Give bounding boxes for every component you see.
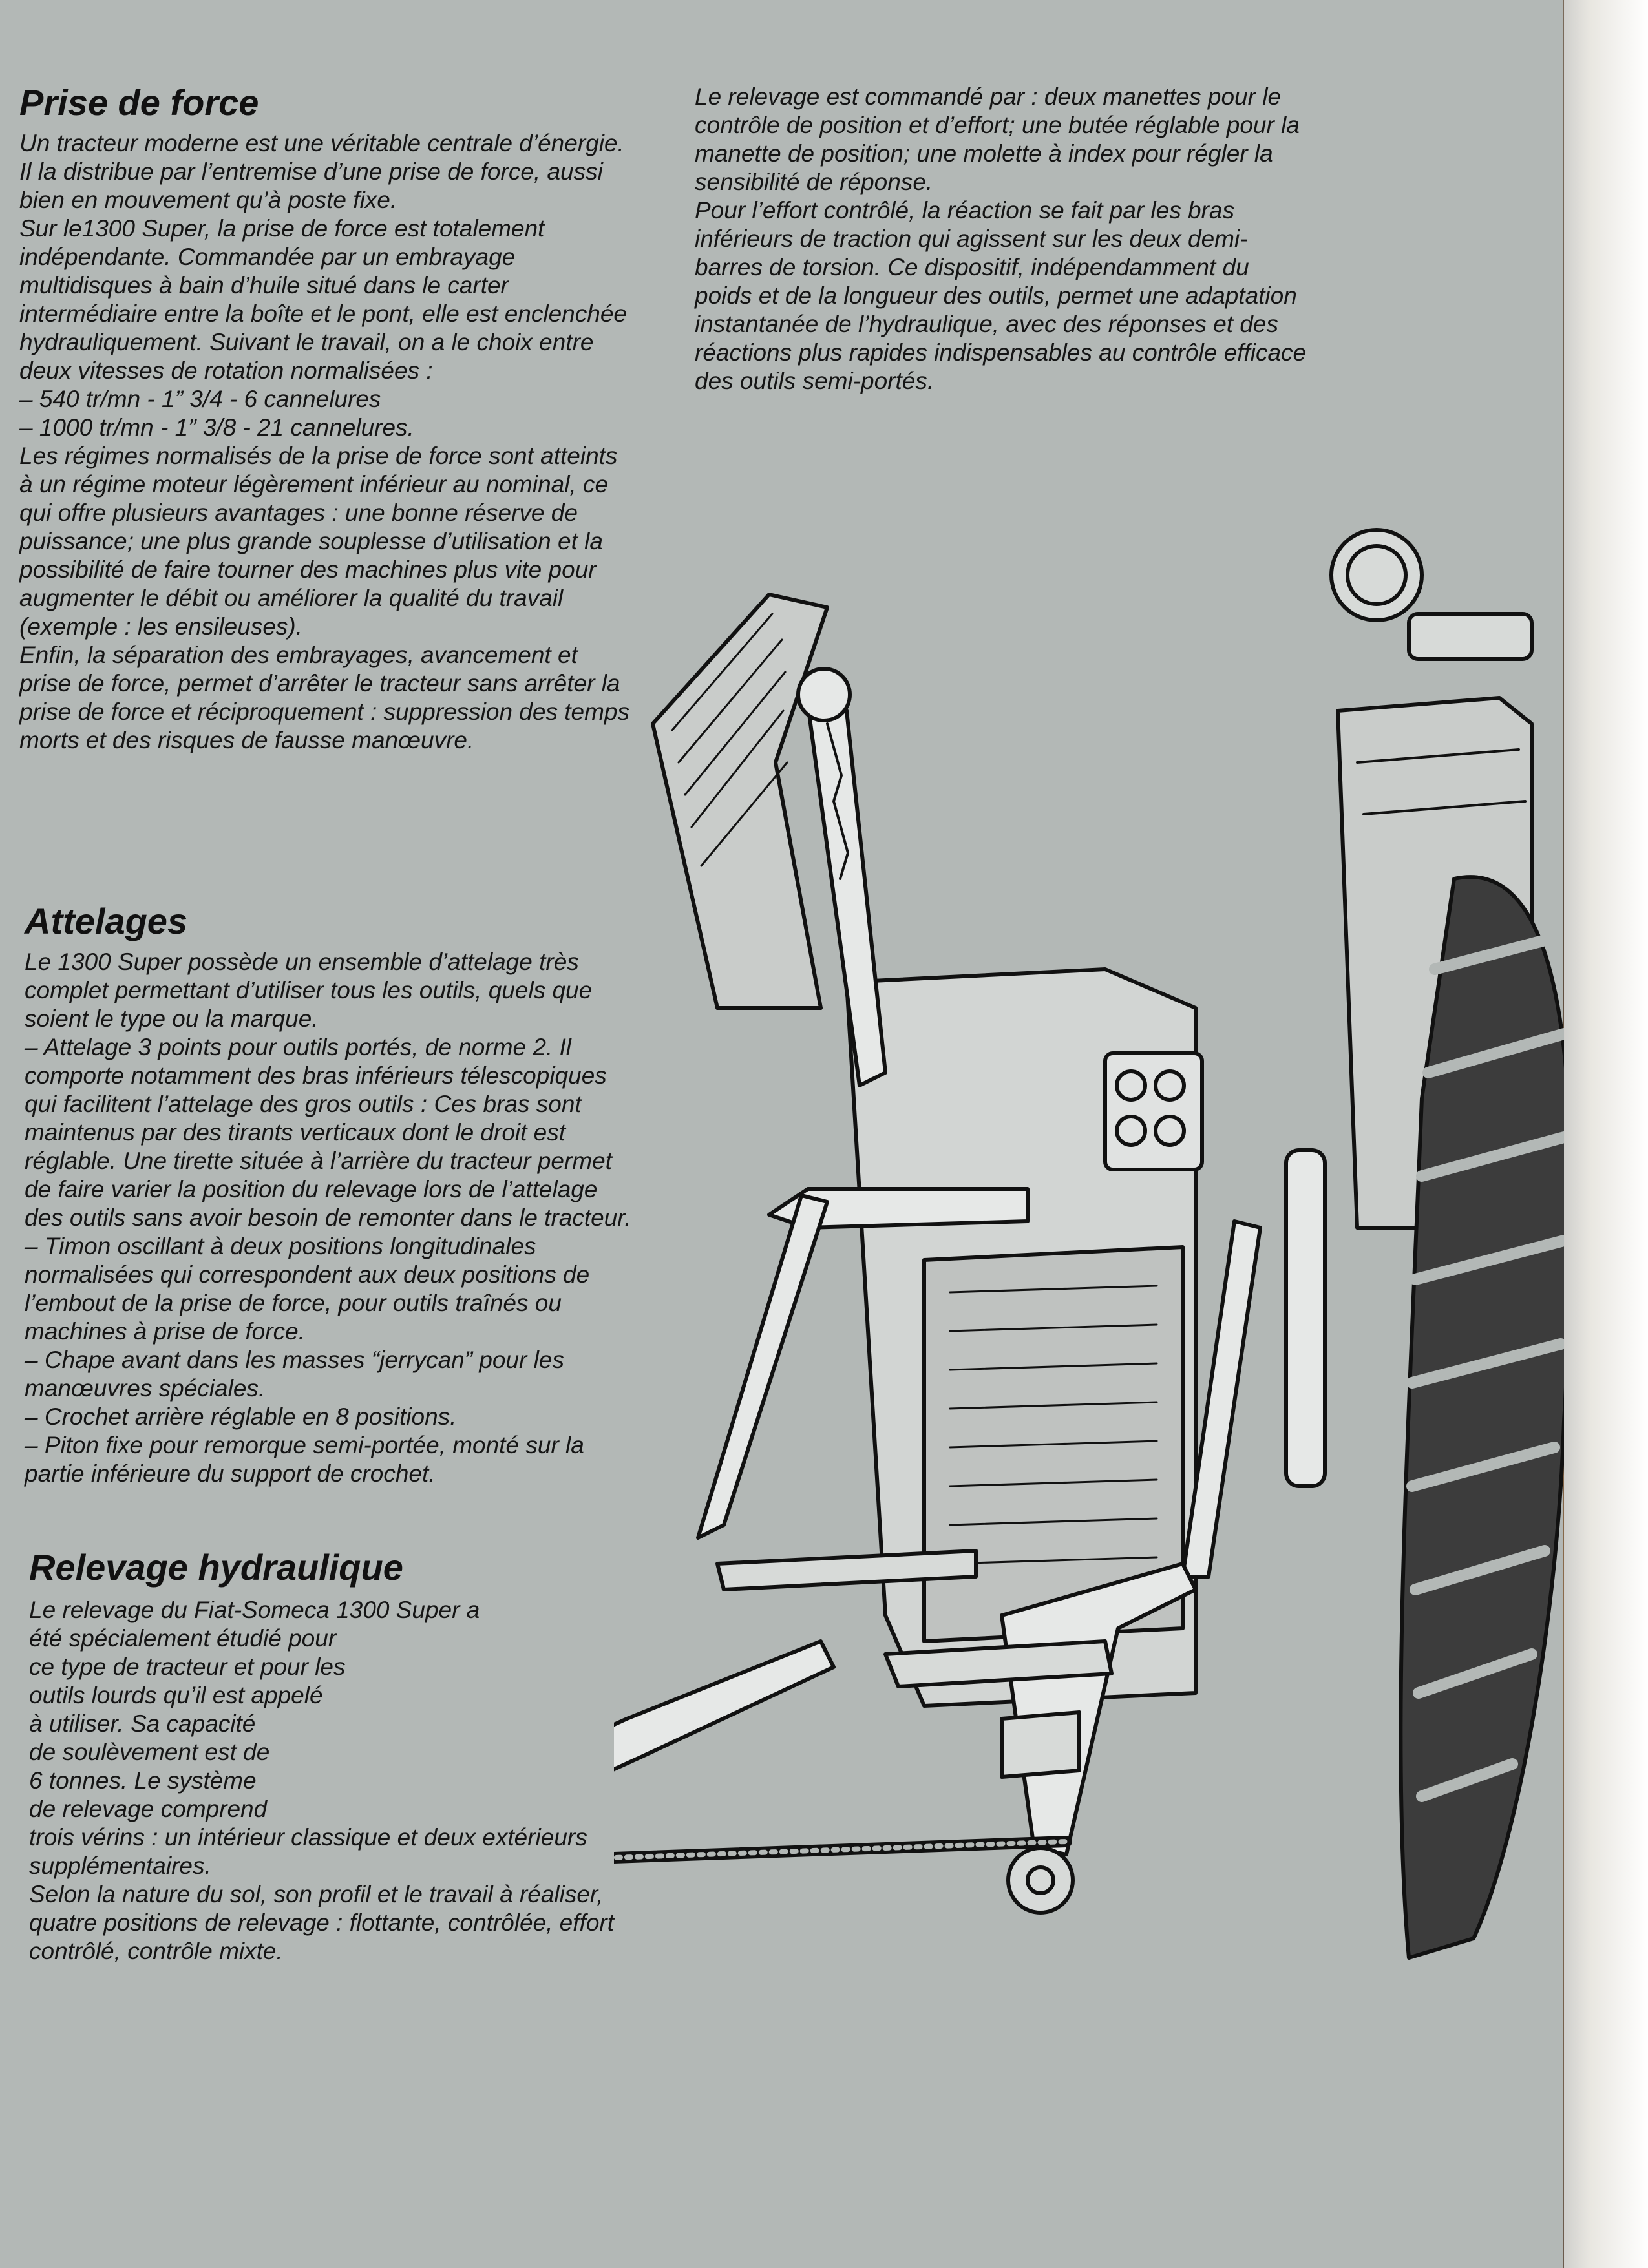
paragraph: Sur le1300 Super, la prise de force est totalement indépendante. Commandée par un embrayage multidisques à bain d’huile situé dans le carter intermédiaire entre la boîte et le pont, elle est enclenchée hydrauliquement. Suivant le travail, on a le choix entre deux vitesses de rotation normalisées : — [19, 215, 627, 384]
list-item: – Crochet arrière réglable en 8 positions. — [25, 1403, 457, 1430]
section-attelages — [25, 948, 635, 1488]
text-line: 6 tonnes. Le système — [29, 1767, 257, 1794]
list-item: – Attelage 3 points pour outils portés, de norme 2. Il comporte notamment des bras inférieurs télescopiques qui facilitent l’attelage des gros outils : Ces bras sont maintenus par des tirants verticaux dont le droit est réglable. Une tirette située à l’arrière du tracteur permet de faire varier la position du relevage lors de l’attelage des outils sans avoir besoin de remonter dans le tracteur. — [25, 1034, 631, 1231]
text-line: Le relevage du Fiat-Someca 1300 Super a — [29, 1597, 480, 1623]
list-item: – Timon oscillant à deux positions longitudinales normalisées qui correspondent aux deux positions de l’embout de la prise de force, pour outils traînés ou machines à prise de force. — [25, 1233, 590, 1345]
heading-prise-de-force: Prise de force — [19, 82, 259, 123]
list-item: – Chape avant dans les masses “jerrycan” pour les manœuvres spéciales. — [25, 1347, 564, 1402]
list-item: – Piton fixe pour remorque semi-portée, monté sur la partie inférieure du support de crochet. — [25, 1432, 584, 1487]
paragraph: Le relevage est commandé par : deux manettes pour le contrôle de position et d’effort; une butée réglable pour la manette de position; une molette à index pour régler la sensibilité de réponse. — [695, 83, 1300, 195]
text-line: de relevage comprend — [29, 1796, 268, 1822]
text-line: outils lourds qu’il est appelé — [29, 1682, 323, 1708]
paragraph: Selon la nature du sol, son profil et le travail à réaliser, quatre positions de relevage : flottante, contrôlée, effort contrôlé, contrôle mixte. — [29, 1881, 615, 1964]
text-line: ce type de tracteur et pour les — [29, 1654, 346, 1680]
list-item: – 1000 tr/mn - 1” 3/8 - 21 cannelures. — [19, 414, 414, 441]
paragraph: trois vérins : un intérieur classique et deux extérieurs supplémentaires. — [29, 1824, 587, 1879]
paragraph: Le 1300 Super possède un ensemble d’attelage très complet permettant d’utiliser tous les outils, quels que soient le type ou la marque. — [25, 949, 593, 1032]
section-prise-de-force — [19, 129, 630, 755]
paragraph: Enfin, la séparation des embrayages, avancement et prise de force, permet d’arrêter le tracteur sans arrêter la prise de force et réciproquement : suppression des temps morts et des risques de fausse manœuvre. — [19, 642, 629, 753]
text-line: été spécialement étudié pour — [29, 1625, 337, 1652]
tractor-hitch-illustration — [614, 517, 1564, 2003]
text-line: de soulèvement est de — [29, 1739, 270, 1765]
heading-attelages: Attelages — [25, 901, 188, 941]
scan-margin — [1564, 0, 1648, 2268]
heading-relevage-hydraulique: Relevage hydraulique — [29, 1547, 403, 1588]
paragraph: Pour l’effort contrôlé, la réaction se fait par les bras inférieurs de traction qui agissent sur les deux demi-barres de torsion. Ce dispositif, indépendamment du poids et de la longueur des outils, permet une adaptation instantanée de l’hydraulique, avec des réponses et des réactions plus rapides indispensables au contrôle efficace des outils semi-portés. — [695, 197, 1307, 394]
paragraph: Un tracteur moderne est une véritable centrale d’énergie. Il la distribue par l’entremise d’une prise de force, aussi bien en mouvement qu’à poste fixe. — [19, 130, 624, 213]
section-commande-relevage — [695, 83, 1309, 395]
section-relevage-hydraulique — [29, 1596, 643, 1966]
text-line: à utiliser. Sa capacité — [29, 1710, 256, 1737]
list-item: – 540 tr/mn - 1” 3/4 - 6 cannelures — [19, 386, 381, 412]
paragraph: Les régimes normalisés de la prise de force sont atteints à un régime moteur légèrement inférieur au nominal, ce qui offre plusieurs avantages : une bonne réserve de puissance; une plus grande souplesse d’utilisation et la possibilité de faire tourner des machines plus vite pour augmenter le débit ou améliorer la qualité du travail (exemple : les ensileuses). — [19, 443, 618, 640]
